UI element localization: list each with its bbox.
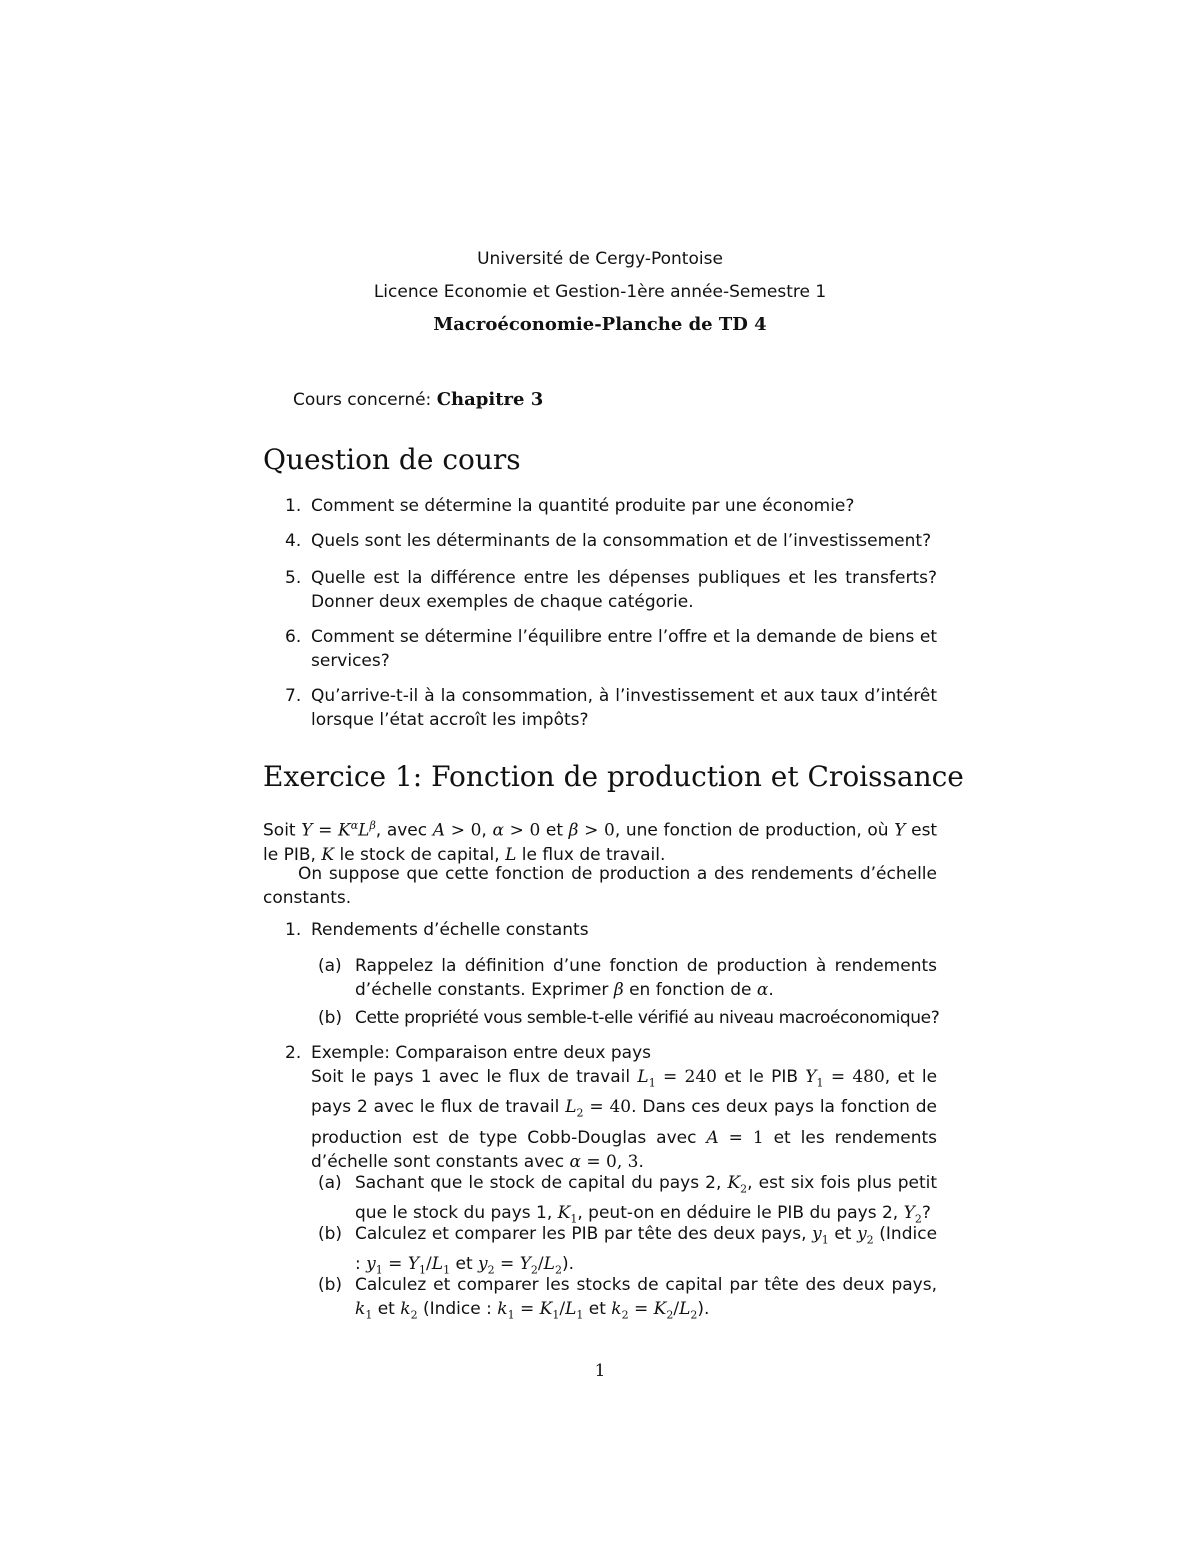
course-chapter: Chapitre 3 bbox=[436, 389, 544, 410]
section-heading-questions: Question de cours bbox=[263, 443, 521, 476]
exercise-intro: Soit $Y = K^\alpha L^\beta$, avec A > 0, α > 0 et β > 0, une fonction de production, où Y est le PIB, K le stock de capital, L le flux de travail. bbox=[263, 819, 938, 865]
list-item: 2. Exemple: Comparaison entre deux pays Soit le pays 1 avec le flux de travail $L_1 = 240$ et le PIB $Y_1 = 480$, et le pays 2 avec le flux de travail $L_2 = 40$. Dans ces deux pays la fonction de production est de type Cobb-Douglas avec A = 1 et les rendements d’échelle sont constants avec α = 0, 3. bbox=[285, 1043, 938, 1172]
document-title: Macroéconomie-Planche de TD 4 bbox=[433, 314, 767, 335]
course-reference bbox=[293, 389, 543, 410]
list-item: 4. Quels sont les déterminants de la consommation et de l’investissement? bbox=[285, 531, 932, 551]
course-label: Cours concerné: bbox=[293, 390, 432, 410]
page-number: 1 bbox=[594, 1361, 606, 1381]
sub-item: (b) Calculez et comparer les PIB par tête des deux pays, $y_1$ et $y_2$ (Indice : $y_1 = Y_1/L_1$ et $y_2 = Y_2/L_2$). bbox=[318, 1224, 938, 1277]
sub-item: (a) Sachant que le stock de capital du pays 2, $K_2$, est six fois plus petit que le stock du pays 1, $K_1$, peut-on en déduire le PIB du pays 2, $Y_2$? bbox=[318, 1173, 938, 1226]
list-item: 6. Comment se détermine l’équilibre entre l’offre et la demande de biens et services? bbox=[285, 627, 937, 671]
list-item: 5. Quelle est la différence entre les dépenses publiques et les transferts? Donner deux exemples de chaque catégorie. bbox=[285, 568, 937, 612]
program-name: Licence Economie et Gestion-1ère année-Semestre 1 bbox=[373, 282, 827, 302]
section-heading-exercise1: Exercice 1: Fonction de production et Croissance bbox=[263, 760, 964, 793]
university-name: Université de Cergy-Pontoise bbox=[477, 249, 723, 269]
list-item: 1. Comment se détermine la quantité produite par une économie? bbox=[285, 496, 855, 516]
sub-item: (b) Calculez et comparer les stocks de capital par tête des deux pays, $k_1$ et $k_2$ (Indice : $k_1 = K_1/L_1$ et $k_2 = K_2/L_2$). bbox=[318, 1275, 937, 1322]
list-item: 7. Qu’arrive-t-il à la consommation, à l’investissement et aux taux d’intérêt lorsque l’état accroît les impôts? bbox=[285, 686, 937, 730]
sub-item: (b) Cette propriété vous semble-t-elle vérifié au niveau macroéconomique? bbox=[318, 1008, 940, 1028]
exercise-assumption: On suppose que cette fonction de production a des rendements d’échelle constants. bbox=[263, 864, 937, 908]
sub-item: (a) Rappelez la définition d’une fonction de production à rendements d’échelle constants. Exprimer β en fonction de α. bbox=[318, 956, 937, 1000]
list-item: 1. Rendements d’échelle constants bbox=[285, 920, 589, 940]
